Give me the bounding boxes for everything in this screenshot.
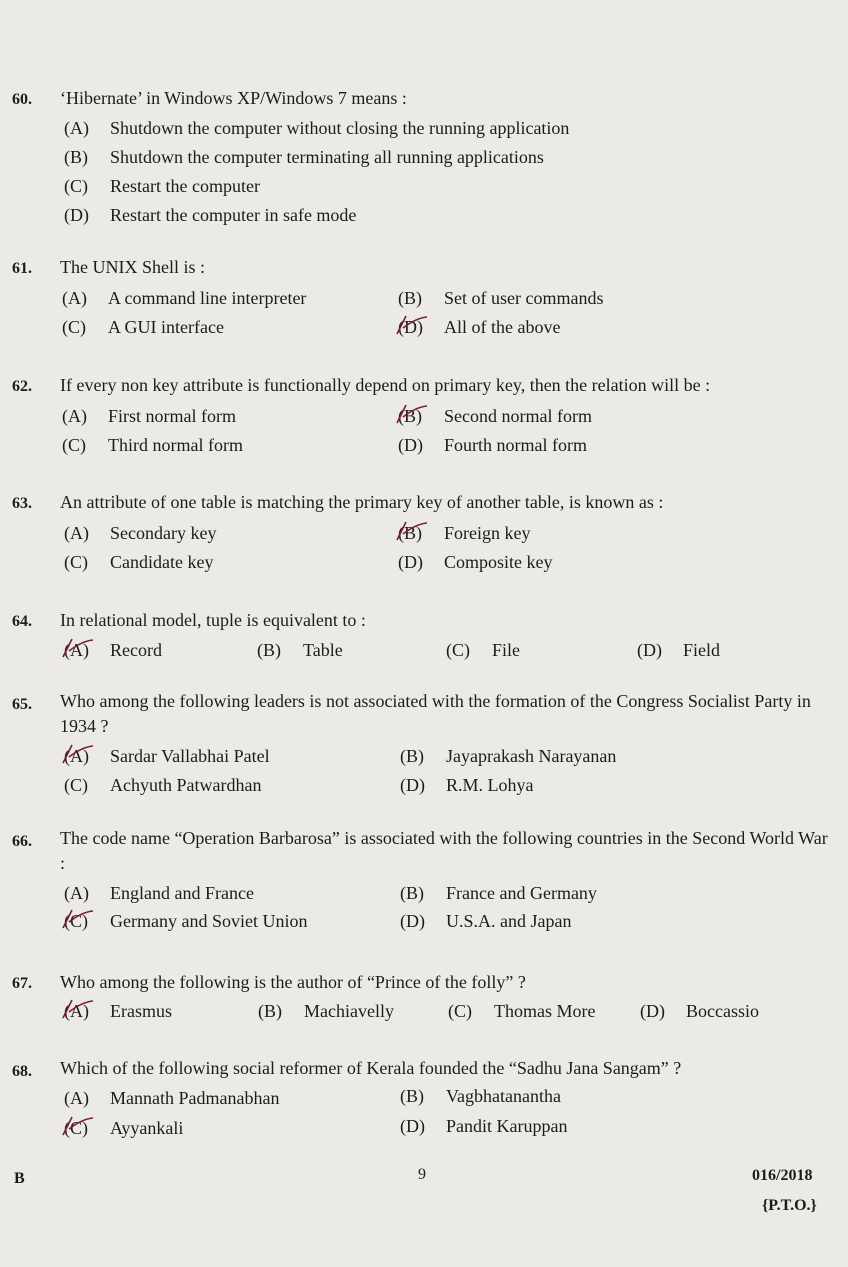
option-c	[62, 431, 243, 459]
option-text: Shutdown the computer terminating all running applications	[110, 147, 544, 167]
option-text: Ayyankali	[110, 1118, 184, 1138]
option-text: Pandit Karuppan	[446, 1116, 568, 1136]
option-letter: (D)	[637, 640, 662, 660]
question-number: 68.	[12, 1063, 32, 1080]
option-a	[62, 402, 236, 430]
option-c	[64, 907, 307, 935]
question-text: Which of the following social reformer of Kerala founded the “Sadhu Jana Sangam” ?	[60, 1058, 682, 1078]
option-b	[258, 997, 394, 1025]
option-c	[64, 1114, 183, 1142]
option-a	[64, 636, 162, 664]
option-text: Erasmus	[110, 1001, 172, 1021]
option-text: U.S.A. and Japan	[446, 911, 572, 931]
option-letter: (D)	[398, 435, 423, 455]
question-number: 67.	[12, 975, 32, 992]
option-text: Table	[303, 640, 343, 660]
option-letter: (B)	[400, 746, 424, 766]
option-text: Vagbhatanantha	[446, 1086, 561, 1106]
question-text: ‘Hibernate’ in Windows XP/Windows 7 means :	[60, 88, 407, 108]
option-text: R.M. Lohya	[446, 775, 534, 795]
option-d	[637, 636, 720, 664]
option-a	[64, 1084, 279, 1112]
option-text: Machiavelly	[304, 1001, 394, 1021]
option-letter: (B)	[64, 147, 88, 167]
option-letter: (C)	[62, 317, 86, 337]
option-letter: (A)	[64, 883, 89, 903]
option-text: Shutdown the computer without closing the running application	[110, 118, 570, 138]
option-letter: (C)	[64, 176, 88, 196]
question-text: If every non key attribute is functionally depend on primary key, then the relation will be :	[60, 375, 711, 395]
page-number: 9	[418, 1166, 426, 1183]
option-letter: (A)	[64, 997, 110, 1025]
option-text: Candidate key	[110, 552, 214, 572]
option-d	[640, 997, 759, 1025]
option-text: A command line interpreter	[108, 288, 307, 308]
please-turn-over: {P.T.O.}	[762, 1197, 817, 1214]
option-letter: (B)	[257, 640, 281, 660]
option-c	[448, 997, 595, 1025]
option-letter: (B)	[398, 519, 444, 547]
option-text: First normal form	[108, 406, 236, 426]
question-number: 61.	[12, 260, 32, 277]
option-c	[64, 172, 260, 200]
option-letter: (A)	[64, 523, 89, 543]
option-letter: (D)	[398, 313, 444, 341]
option-text: A GUI interface	[108, 317, 224, 337]
option-text: Set of user commands	[444, 288, 604, 308]
option-letter: (A)	[62, 288, 87, 308]
option-text: Field	[683, 640, 721, 660]
option-b	[400, 879, 597, 907]
option-text: Mannath Padmanabhan	[110, 1088, 280, 1108]
option-b	[400, 742, 616, 770]
option-c	[64, 548, 213, 576]
option-d	[398, 548, 553, 576]
option-letter: (C)	[64, 775, 88, 795]
option-text: Restart the computer	[110, 176, 260, 196]
option-b	[257, 636, 343, 664]
option-letter: (D)	[64, 205, 89, 225]
option-letter: (A)	[62, 406, 87, 426]
option-text: France and Germany	[446, 883, 597, 903]
option-letter: (B)	[258, 1001, 282, 1021]
question-number: 60.	[12, 91, 32, 108]
option-b	[400, 1082, 561, 1110]
option-d	[64, 201, 356, 229]
option-b	[398, 402, 592, 430]
option-letter: (B)	[400, 883, 424, 903]
option-a	[64, 997, 172, 1025]
option-text: Achyuth Patwardhan	[110, 775, 262, 795]
option-letter: (C)	[448, 1001, 472, 1021]
option-letter: (C)	[64, 552, 88, 572]
question-text: The code name “Operation Barbarosa” is associated with the following countries in the Second World War :	[60, 828, 828, 873]
option-text: Fourth normal form	[444, 435, 587, 455]
option-d	[400, 771, 534, 799]
question-text: Who among the following leaders is not associated with the formation of the Congress Socialist Party in 1934 ?	[60, 691, 811, 736]
option-letter: (C)	[62, 435, 86, 455]
option-text: Foreign key	[444, 523, 531, 543]
exam-code: 016/2018	[752, 1167, 813, 1184]
option-letter: (D)	[400, 775, 425, 795]
question-text: An attribute of one table is matching the primary key of another table, is known as :	[60, 492, 664, 512]
option-letter: (C)	[64, 1114, 110, 1142]
option-d	[398, 313, 560, 341]
option-letter: (B)	[400, 1086, 424, 1106]
question-text: Who among the following is the author of “Prince of the folly” ?	[60, 972, 526, 992]
option-text: Second normal form	[444, 406, 592, 426]
option-letter: (A)	[64, 1088, 89, 1108]
option-text: England and France	[110, 883, 254, 903]
option-letter: (A)	[64, 636, 110, 664]
option-text: Restart the computer in safe mode	[110, 205, 357, 225]
question-number: 64.	[12, 613, 32, 630]
option-text: Boccassio	[686, 1001, 759, 1021]
question-number: 66.	[12, 833, 32, 850]
option-b	[398, 519, 530, 547]
option-letter: (D)	[400, 1116, 425, 1136]
option-d	[400, 907, 571, 935]
option-text: Composite key	[444, 552, 553, 572]
question-text: In relational model, tuple is equivalent to :	[60, 610, 366, 630]
option-c	[64, 771, 261, 799]
option-text: Jayaprakash Narayanan	[446, 746, 617, 766]
option-letter: (A)	[64, 118, 89, 138]
option-letter: (C)	[446, 640, 470, 660]
option-text: All of the above	[444, 317, 561, 337]
option-d	[400, 1112, 567, 1140]
option-text: Sardar Vallabhai Patel	[110, 746, 270, 766]
option-b	[398, 284, 603, 312]
option-c	[62, 313, 224, 341]
option-a	[64, 519, 216, 547]
option-letter: (D)	[640, 1001, 665, 1021]
option-b	[64, 143, 544, 171]
option-text: Germany and Soviet Union	[110, 911, 308, 931]
option-a	[64, 742, 270, 770]
question-text: The UNIX Shell is :	[60, 257, 205, 277]
option-letter: (B)	[398, 288, 422, 308]
option-text: File	[492, 640, 521, 660]
option-d	[398, 431, 587, 459]
option-a	[64, 879, 254, 907]
option-a	[62, 284, 306, 312]
question-number: 63.	[12, 495, 32, 512]
question-number: 65.	[12, 696, 32, 713]
option-text: Thomas More	[494, 1001, 596, 1021]
option-text: Secondary key	[110, 523, 217, 543]
option-a	[64, 114, 569, 142]
option-text: Record	[110, 640, 162, 660]
option-letter: (B)	[398, 402, 444, 430]
option-text: Third normal form	[108, 435, 243, 455]
option-letter: (C)	[64, 907, 110, 935]
option-c	[446, 636, 520, 664]
option-letter: (A)	[64, 742, 110, 770]
option-letter: (D)	[400, 911, 425, 931]
question-number: 62.	[12, 378, 32, 395]
option-letter: (D)	[398, 552, 423, 572]
series-code: B	[14, 1170, 25, 1187]
